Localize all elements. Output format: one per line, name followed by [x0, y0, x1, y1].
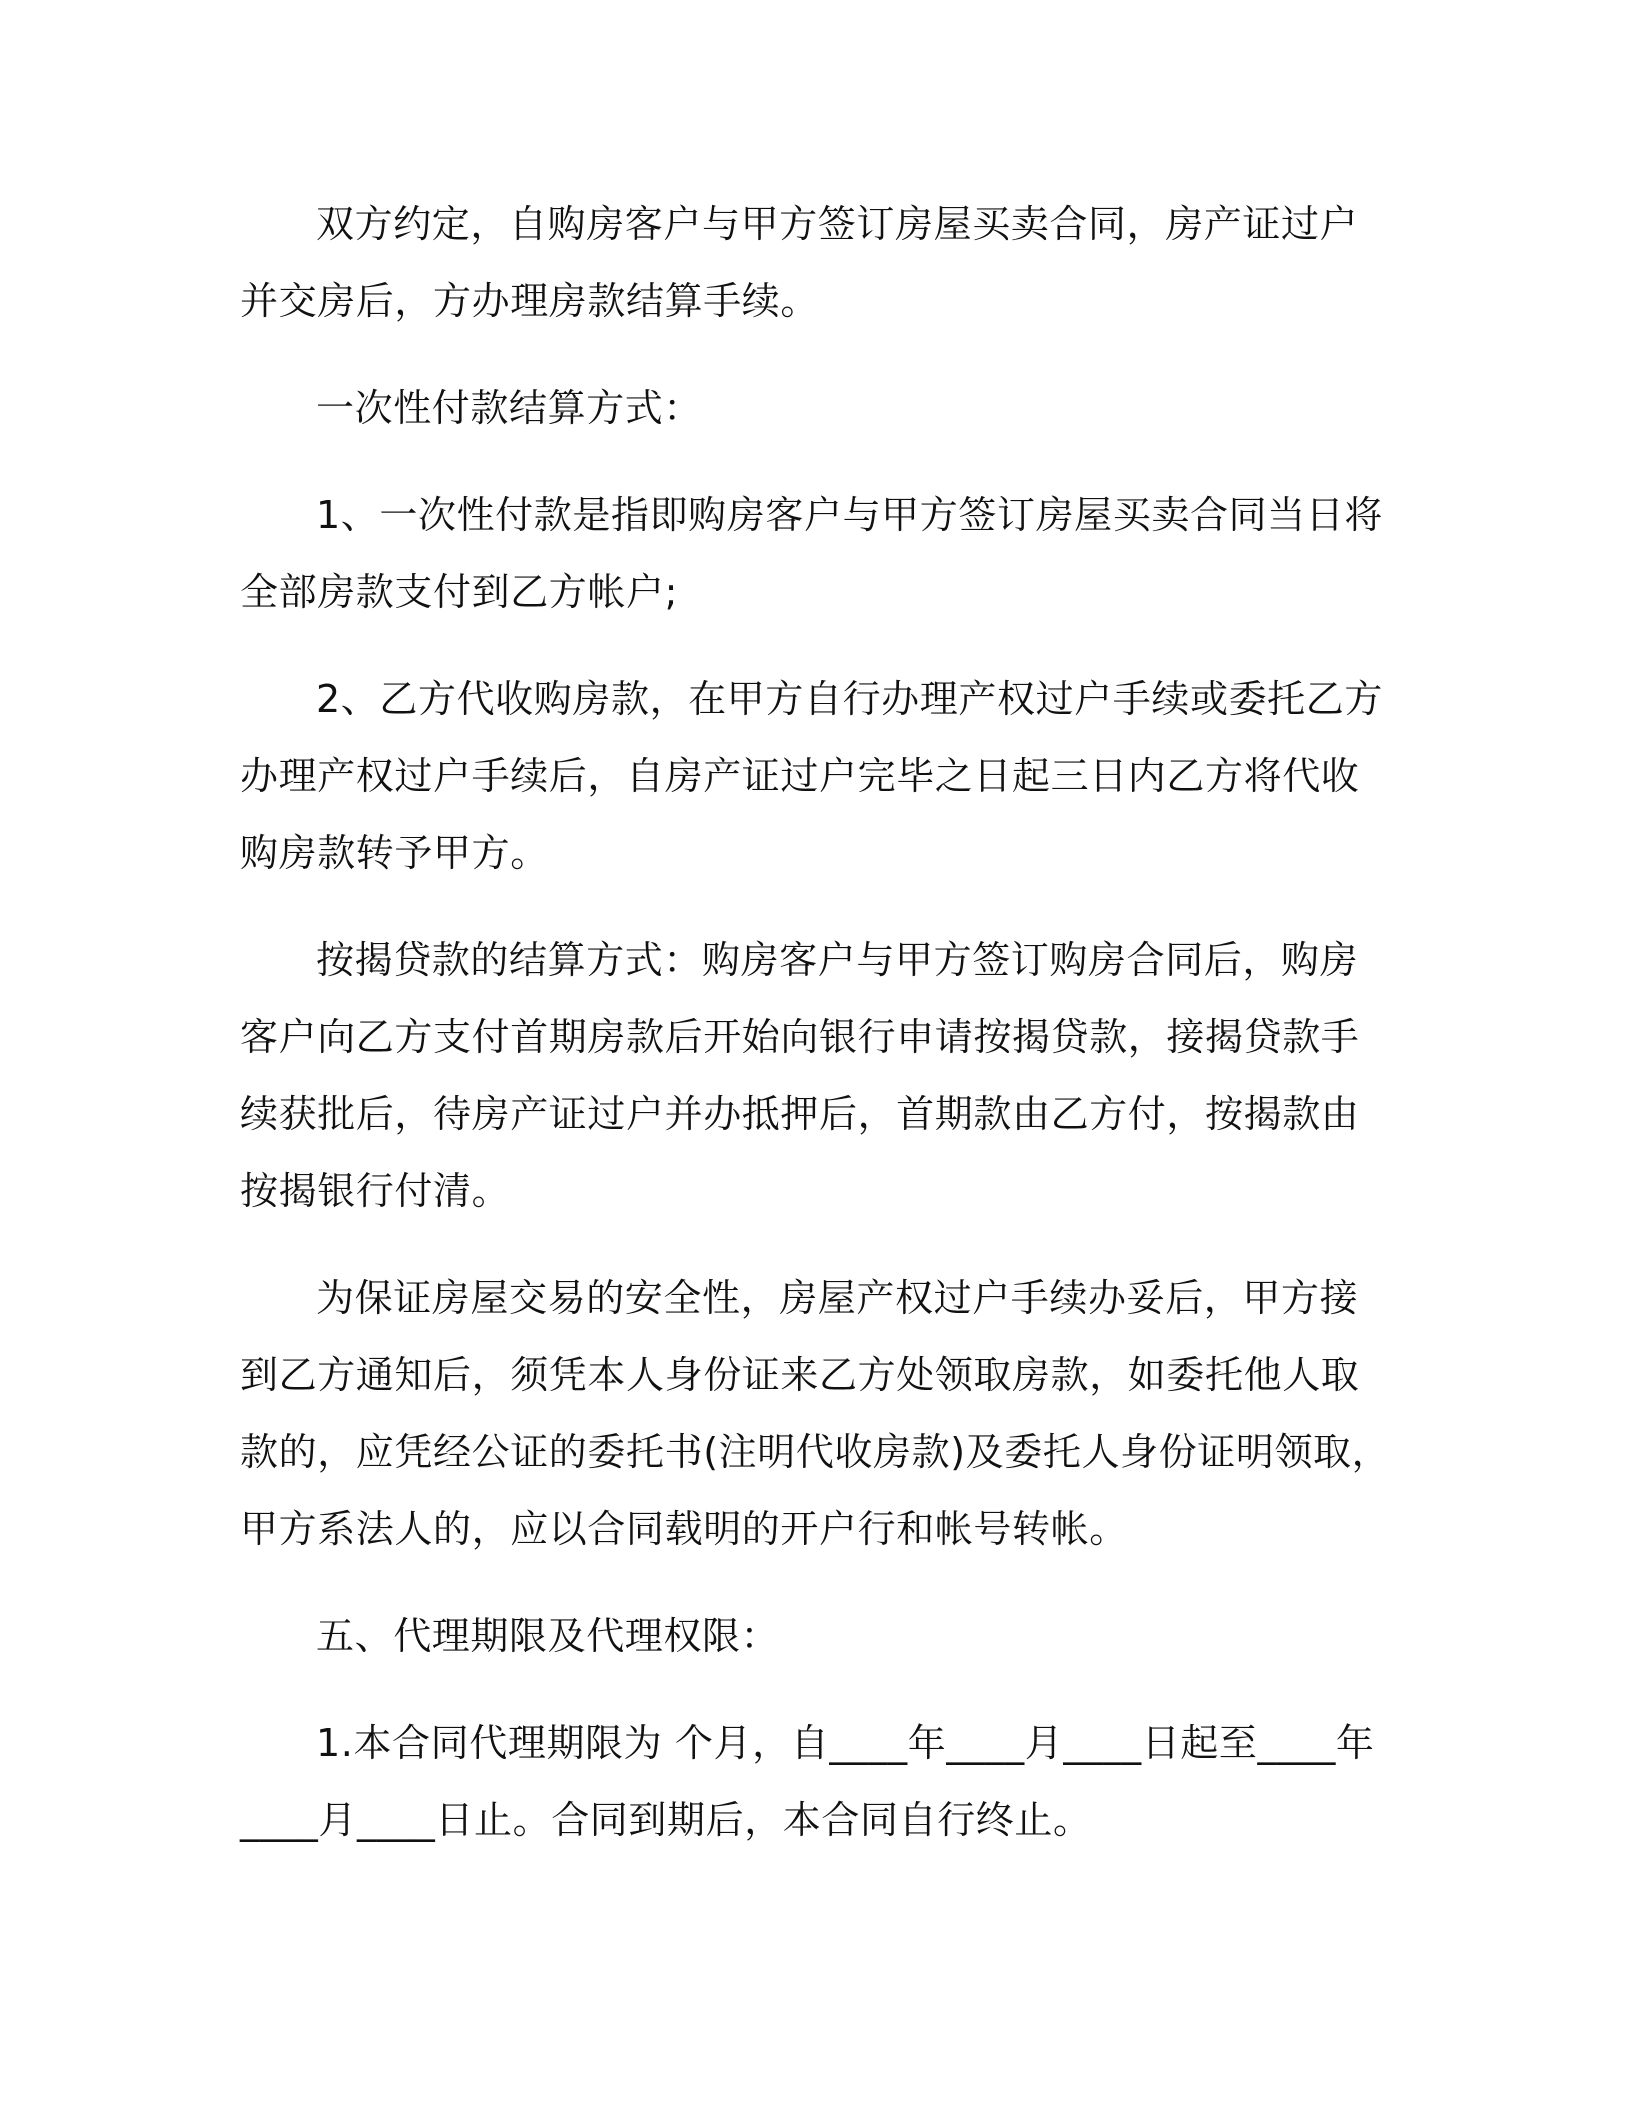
- paragraph-mortgage-settlement: 按揭贷款的结算方式：购房客户与甲方签订购房合同后，购房客户向乙方支付首期房款后开始向银行申请按揭贷款，接揭贷款手续获批后，待房产证过户并办抵押后，首期款由乙方付，按揭款由按揭银行付清。: [240, 938, 1360, 1213]
- paragraph-section-five-heading: 五、代理期限及代理权限：: [316, 1614, 780, 1658]
- paragraph-transaction-security: 为保证房屋交易的安全性，房屋产权过户手续办妥后，甲方接到乙方通知后，须凭本人身份证来乙方处领取房款，如委托他人取款的，应凭经公证的委托书(注明代收房款)及委托人身份证明领取，甲方系法人的，应以合同载明的开户行和帐号转帐。: [240, 1276, 1391, 1551]
- paragraph-lump-sum-heading: 一次性付款结算方式：: [316, 386, 703, 430]
- paragraph-lump-sum-item-2: 2、乙方代收购房款，在甲方自行办理产权过户手续或委托乙方办理产权过户手续后，自房产证过户完毕之日起三日内乙方将代收购房款转予甲方。: [240, 677, 1383, 875]
- paragraph-lump-sum-item-1: 1、一次性付款是指即购房客户与甲方签订房屋买卖合同当日将全部房款支付到乙方帐户;: [240, 493, 1383, 614]
- paragraph-settlement-agreement: 双方约定，自购房客户与甲方签订房屋买卖合同，房产证过户并交房后，方办理房款结算手续。: [240, 202, 1359, 323]
- document-body: [240, 186, 1392, 1859]
- paragraph-agency-term: 1.本合同代理期限为 个月，自____年____月____日起至____年____月____日止。合同到期后，本合同自行终止。: [240, 1721, 1375, 1842]
